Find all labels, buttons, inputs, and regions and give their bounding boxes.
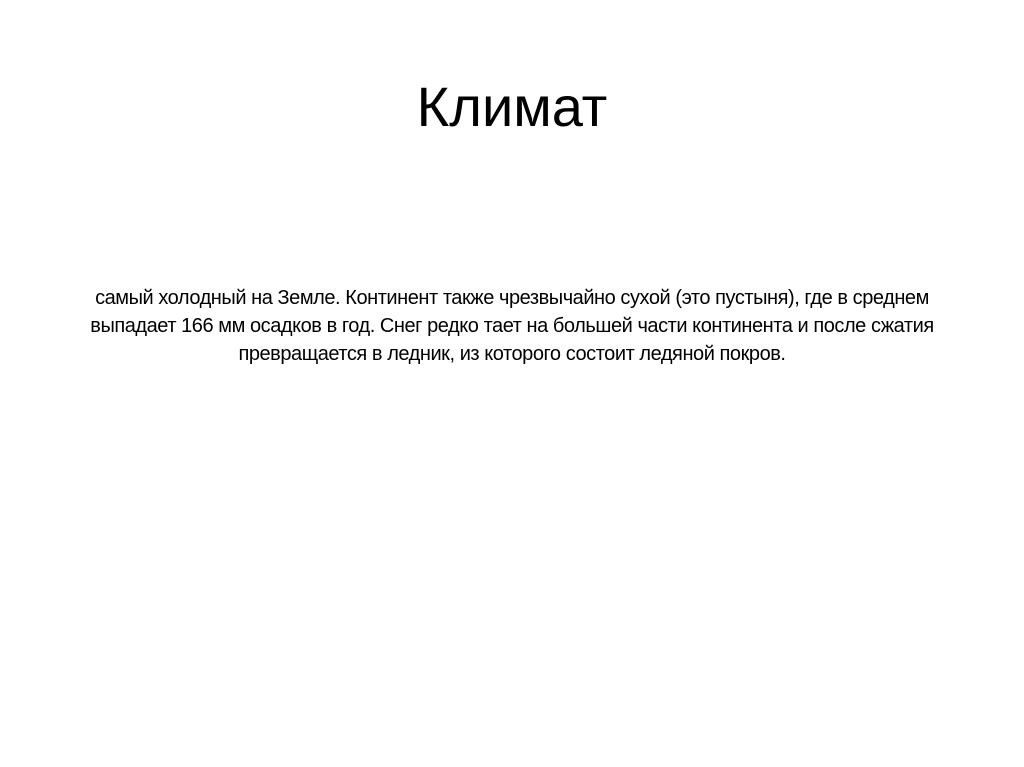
slide-title: Климат — [416, 75, 608, 138]
slide-body-text: самый холодный на Земле. Континент также чрезвычайно сухой (это пустыня), где в среднем выпадает 166 мм осадков в год. Снег редко тает на большей части континента и после сжатия превращается в ледник, из которого состоит ледяной покров. — [90, 287, 934, 365]
